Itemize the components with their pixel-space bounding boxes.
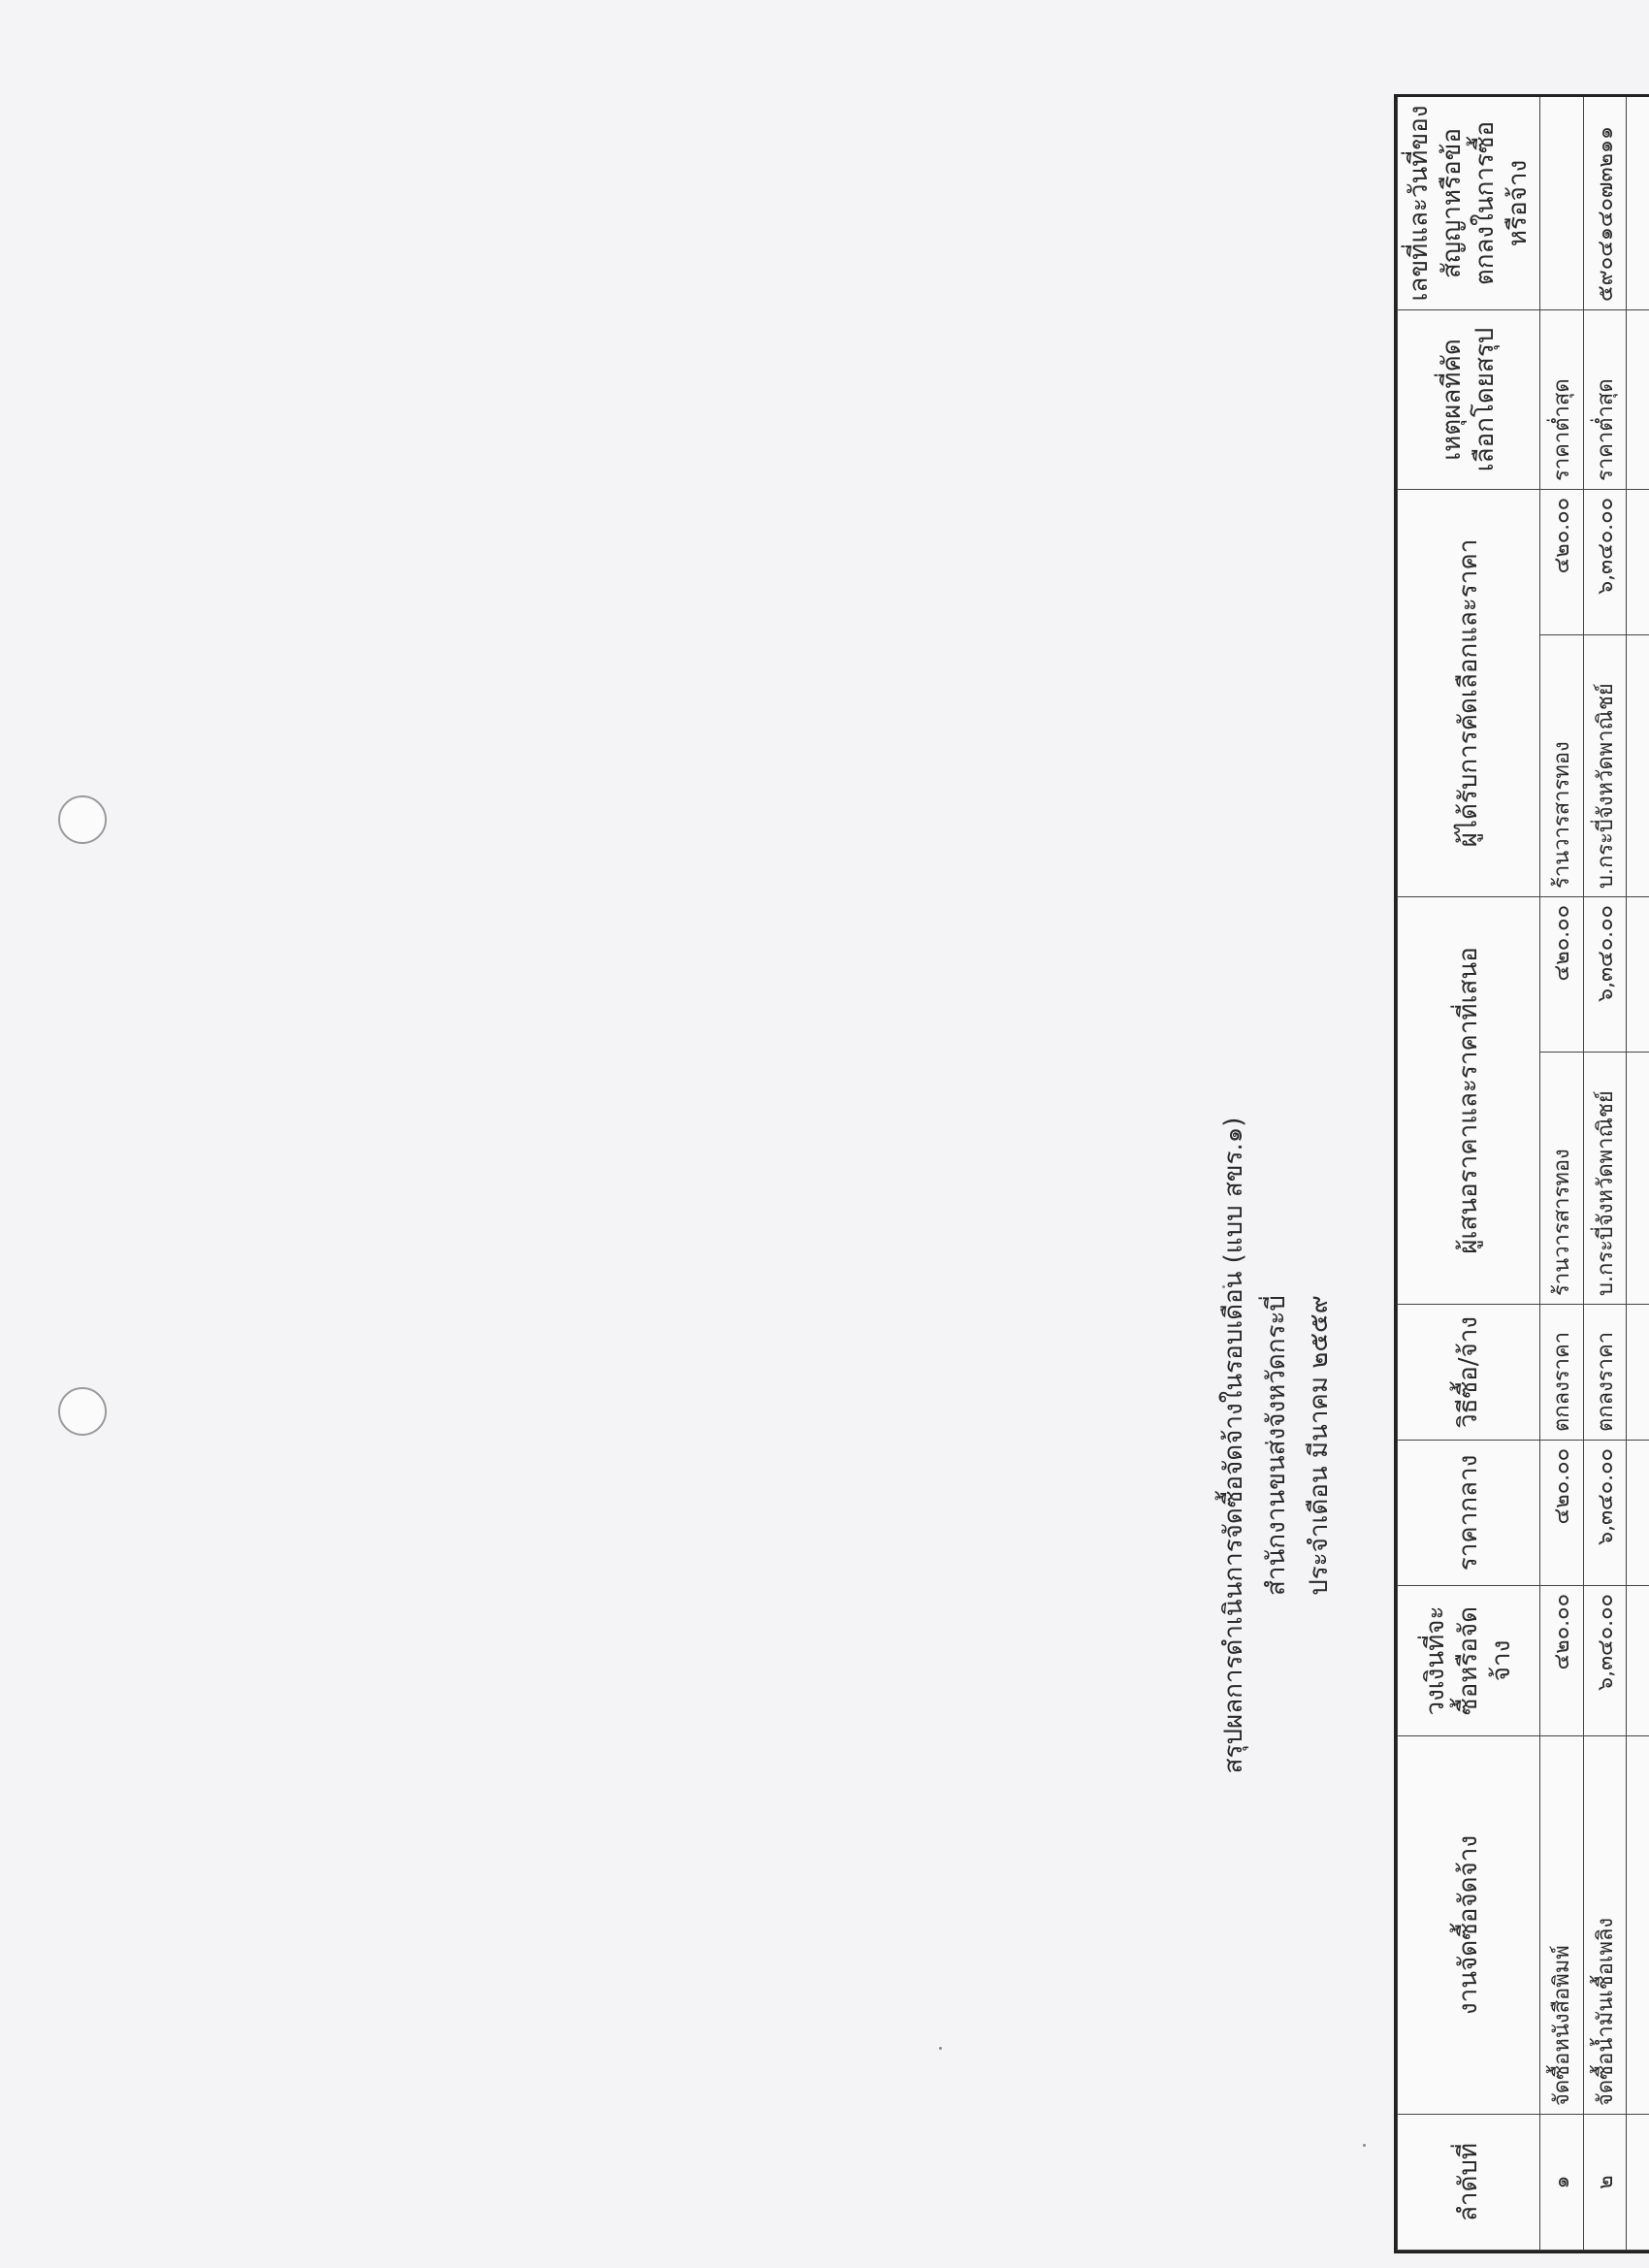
empty-row [1627,96,1649,2250]
col-bidders: ผู้เสนอราคาและราคาที่เสนอ [1398,897,1540,1305]
col-no: ลำดับที่ [1398,2115,1540,2251]
cell-winner: บ.กระบี่จังหวัดพาณิชย์ [1583,635,1627,897]
cell-reason: ราคาต่ำสุด [1540,309,1584,489]
cell-method: ตกลงราคา [1540,1305,1584,1441]
col-work: งานจัดซื้อจัดจ้าง [1398,1736,1540,2115]
cell-budget: ๖,๓๔๐.๐๐ [1583,1586,1627,1736]
table-row [1540,96,1584,2250]
report-period: ประจำเดือน มีนาคม ๒๕๕๙ [1305,1295,1334,1596]
table-row [1583,96,1627,2250]
cell-reason: ราคาต่ำสุด [1583,309,1627,489]
col-method: วิธีซื้อ/จ้าง [1398,1305,1540,1441]
cell-no: ๑ [1540,2115,1584,2251]
cell-method: ตกลงราคา [1583,1305,1627,1441]
cell-winner: ร้านวารสารทอง [1540,635,1584,897]
form-header [1212,640,1341,2251]
procurement-table [1397,96,1649,2251]
cell-no: ๒ [1583,2115,1627,2251]
cell-contract [1540,96,1584,309]
col-contract: เลขที่และวันที่ของสัญญาหรือข้อตกลงในการซื้อหรือจ้าง [1398,96,1540,309]
col-reason: เหตุผลที่คัดเลือกโดยสรุป [1398,309,1540,489]
cell-budget: ๔๒๐.๐๐ [1540,1586,1584,1736]
col-winner: ผู้ได้รับการคัดเลือกและราคา [1398,489,1540,896]
col-median: ราคากลาง [1398,1441,1540,1586]
rotated-form [1183,97,1649,2251]
cell-win-price: ๖,๓๔๐.๐๐ [1583,489,1627,634]
cell-median: ๖,๓๔๐.๐๐ [1583,1441,1627,1586]
form-title: สรุปผลการดำเนินการจัดซื้อจัดจ้างในรอบเดือน (แบบ สขร.๑) [1219,1117,1248,1774]
speck [939,2047,942,2050]
punch-hole-top [58,795,107,844]
cell-bidder: ร้านวารสารทอง [1540,1053,1584,1305]
cell-work: จัดซื้อน้ำมันเชื้อเพลิง [1583,1736,1627,2115]
cell-contract: ๕๙๐๔๑๔๐๗๓๒๑๑ [1583,96,1627,309]
cell-bidder: บ.กระบี่จังหวัดพาณิชย์ [1583,1053,1627,1305]
cell-win-price: ๔๒๐.๐๐ [1540,489,1584,634]
office-name: สำนักงานขนส่งจังหวัดกระบี่ [1262,1295,1291,1596]
cell-bid-price: ๖,๓๔๐.๐๐ [1583,897,1627,1053]
cell-bid-price: ๔๒๐.๐๐ [1540,897,1584,1053]
cell-median: ๔๒๐.๐๐ [1540,1441,1584,1586]
header-row [1398,96,1540,2250]
punch-hole-bottom [58,1387,107,1436]
cell-work: จัดซื้อหนังสือพิมพ์ [1540,1736,1584,2115]
col-budget: วงเงินที่จะซื้อหรือจัดจ้าง [1398,1586,1540,1736]
